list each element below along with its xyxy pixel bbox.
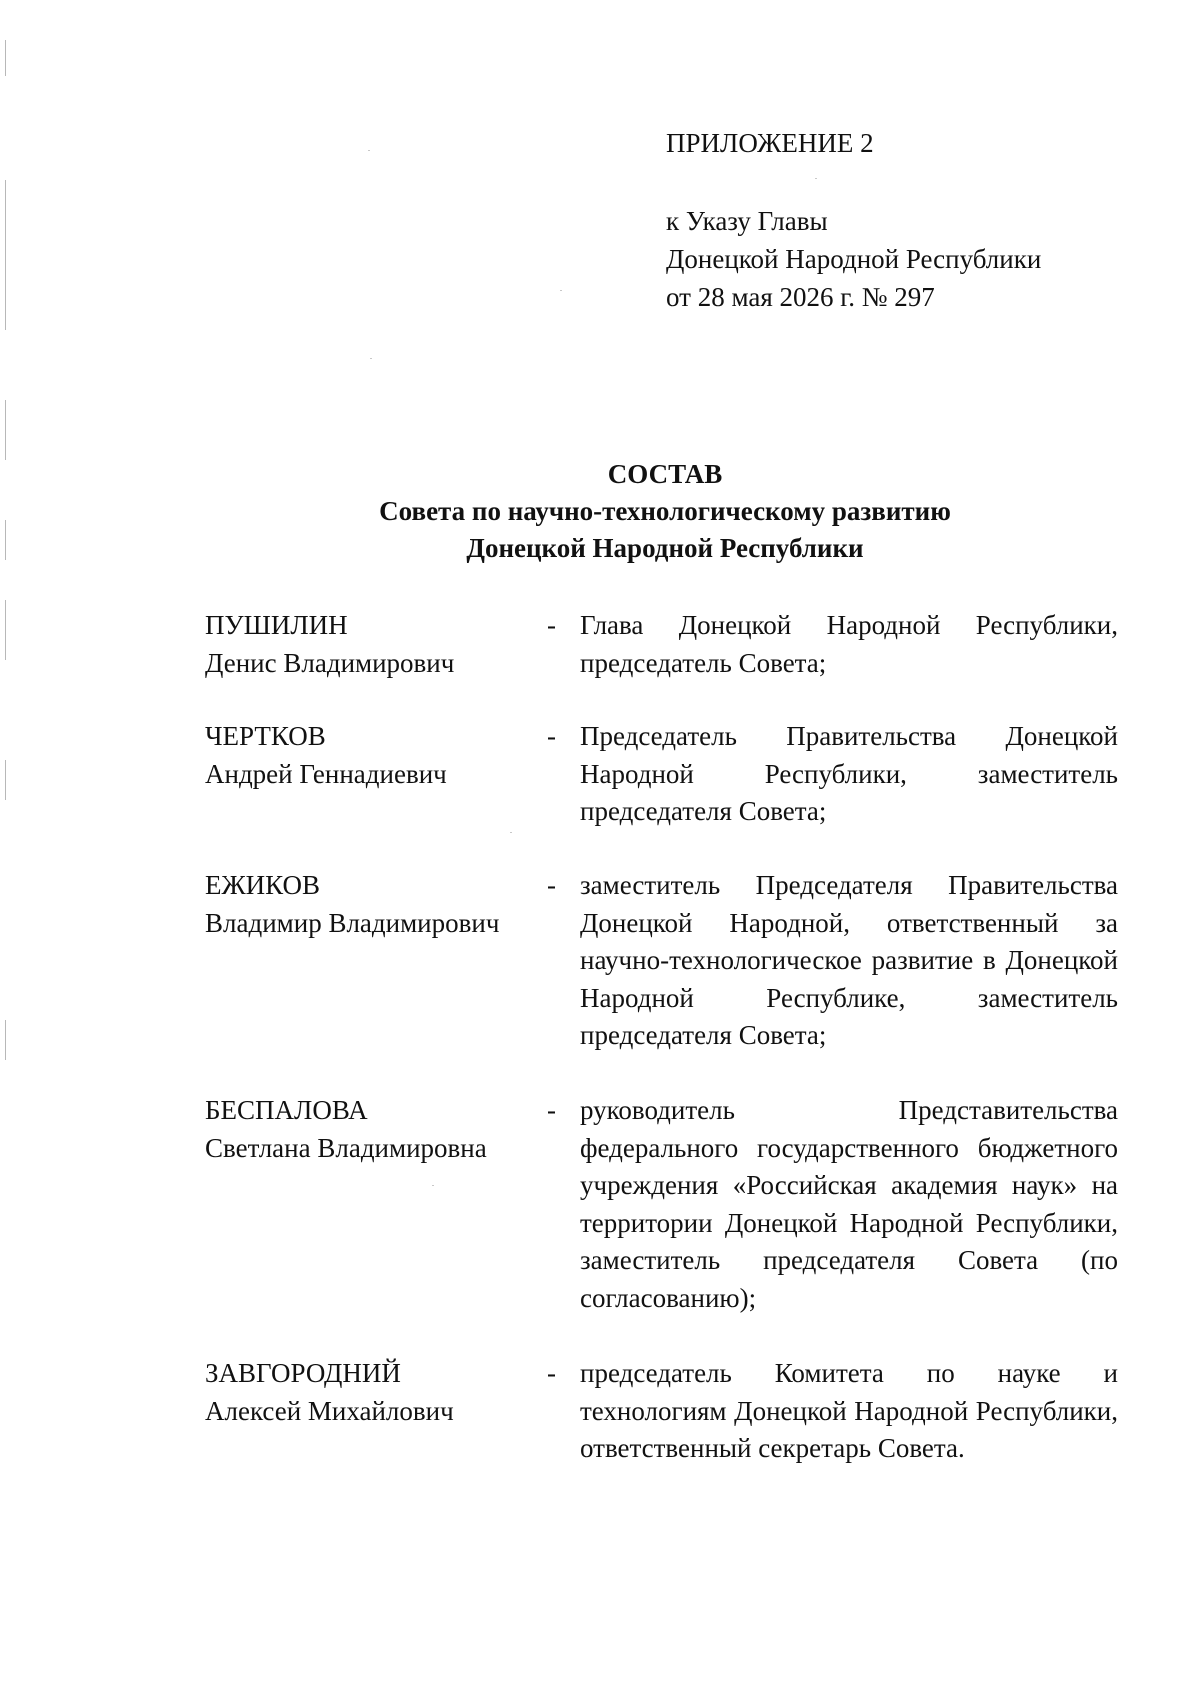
scan-edge-mark	[5, 600, 6, 660]
scan-edge-mark	[5, 400, 6, 460]
scan-edge-mark	[5, 40, 6, 76]
title-line-republic: Донецкой Народной Республики	[466, 533, 864, 563]
appendix-decree-ref: к Указу Главы	[666, 206, 828, 236]
scan-speck	[370, 358, 372, 359]
member-given-name: Денис Владимирович	[205, 647, 455, 678]
appendix-date-number: от 28 мая 2026 г. № 297	[666, 282, 935, 312]
member-given-name: Владимир Владимирович	[205, 907, 500, 938]
member-role: руководитель Представительства федерального государственного бюджетного учреждения «Российская академия наук» на территории Донецкой Народной Республики, заместитель председателя Совета (по согласованию);	[580, 1095, 1118, 1313]
scan-speck	[432, 1185, 434, 1186]
scan-speck	[560, 290, 562, 291]
document-title	[0, 456, 1200, 567]
member-role: Председатель Правительства Донецкой Народной Республики, заместитель председателя Совета;	[580, 721, 1118, 826]
member-dash: -	[547, 870, 556, 900]
member-dash: -	[547, 1095, 556, 1125]
member-given-name: Андрей Геннадиевич	[205, 758, 447, 789]
scan-speck	[368, 150, 370, 151]
scan-speck	[510, 832, 512, 833]
member-role: заместитель Председателя Правительства Донецкой Народной, ответственный за научно-технологическое развитие в Донецкой Народной Республике, заместитель председателя Совета;	[580, 870, 1118, 1050]
member-role: Глава Донецкой Народной Республики, председатель Совета;	[580, 610, 1118, 678]
scan-edge-mark	[5, 180, 6, 330]
appendix-republic: Донецкой Народной Республики	[666, 244, 1042, 274]
member-given-name: Алексей Михайлович	[205, 1395, 454, 1426]
appendix-header	[666, 124, 1041, 316]
member-role: председатель Комитета по науке и технологиям Донецкой Народной Республики, ответственный секретарь Совета.	[580, 1358, 1118, 1463]
member-dash: -	[547, 610, 556, 640]
title-line-composition: СОСТАВ	[607, 459, 723, 489]
member-surname: БЕСПАЛОВА	[205, 1095, 368, 1125]
member-dash: -	[547, 721, 556, 751]
scan-edge-mark	[5, 1020, 6, 1060]
scan-edge-mark	[5, 760, 6, 800]
member-surname: ЕЖИКОВ	[205, 870, 321, 900]
member-surname: ЧЕРТКОВ	[205, 721, 326, 751]
member-surname: ЗАВГОРОДНИЙ	[205, 1358, 401, 1388]
member-dash: -	[547, 1358, 556, 1388]
title-line-council: Совета по научно-технологическому развитию	[379, 496, 951, 526]
member-surname: ПУШИЛИН	[205, 610, 348, 640]
appendix-number: ПРИЛОЖЕНИЕ 2	[666, 128, 874, 158]
member-given-name: Светлана Владимировна	[205, 1132, 487, 1163]
